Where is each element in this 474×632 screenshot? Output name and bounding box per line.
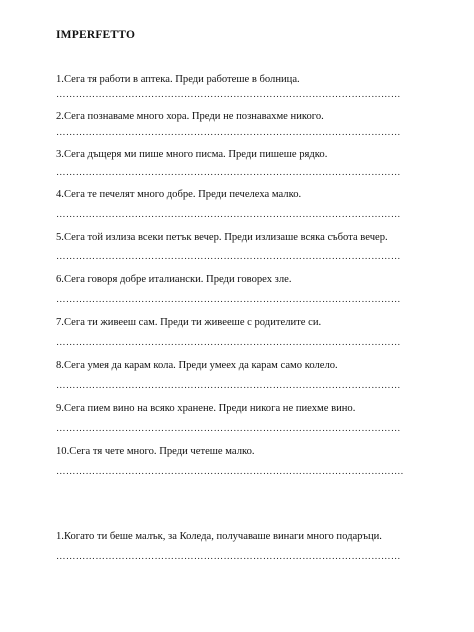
exercise-7-answer-line: …………………………………………………………………………………………… <box>56 338 401 348</box>
exercise-7-sentence: 7.Сега ти живееш сам. Преди ти живееше с родителите си. <box>56 317 322 328</box>
page-title: IMPERFETTO <box>56 29 136 41</box>
exercise-9-answer-line: …………………………………………………………………………………………… <box>56 424 401 434</box>
exercise-8-sentence: 8.Сега умея да карам кола. Преди умеех да карам само колело. <box>56 360 338 371</box>
exercise-6-sentence: 6.Сега говоря добре италиански. Преди говорех зле. <box>56 274 292 285</box>
exercise-5-answer-line: …………………………………………………………………………………………… <box>56 252 401 262</box>
exercise-4-sentence: 4.Сега те печелят много добре. Преди печелеха малко. <box>56 189 302 200</box>
exercise-1-sentence: 1.Сега тя работи в аптека. Преди работеше в болница. <box>56 74 300 85</box>
exercise-2-sentence: 2.Сега познаваме много хора. Преди не познавахме никого. <box>56 111 324 122</box>
exercise-9-sentence: 9.Сега пием вино на всяко хранене. Преди никога не пиехме вино. <box>56 403 356 414</box>
exercise-8-answer-line: …………………………………………………………………………………………… <box>56 381 401 391</box>
exercise-5-sentence: 5.Сега той излиза всеки петък вечер. Преди излизаше всяка събота вечер. <box>56 232 388 243</box>
exercise-2-answer-line: …………………………………………………………………………………………… <box>56 128 401 138</box>
exercise2-1-sentence: 1.Когато ти беше малък, за Коледа, получаваше винаги много подаръци. <box>56 531 382 542</box>
exercise-6-answer-line: …………………………………………………………………………………………… <box>56 295 401 305</box>
exercise-3-answer-line: …………………………………………………………………………………………… <box>56 168 401 178</box>
exercise2-1-answer-line: …………………………………………………………………………………………… <box>56 552 401 562</box>
exercise-3-sentence: 3.Сега дъщеря ми пише много писма. Преди пишеше рядко. <box>56 149 328 160</box>
exercise-10-answer-line: ……………………………………………………………………………………………. <box>56 467 404 477</box>
exercise-4-answer-line: …………………………………………………………………………………………… <box>56 210 401 220</box>
exercise-10-sentence: 10.Сега тя чете много. Преди четеше малко. <box>56 446 255 457</box>
exercise-1-answer-line: …………………………………………………………………………………………… <box>56 90 401 100</box>
